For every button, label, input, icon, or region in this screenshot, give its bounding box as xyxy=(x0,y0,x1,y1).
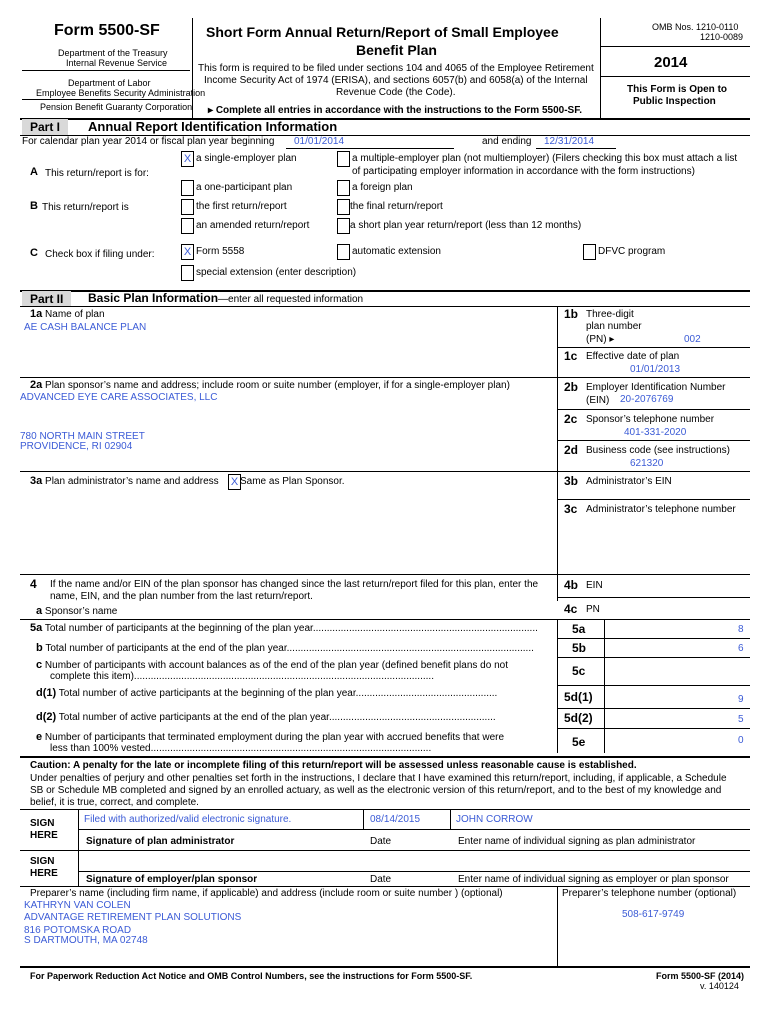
line-4c-num: 4c xyxy=(564,602,578,616)
one-participant-label: a one-participant plan xyxy=(196,182,293,193)
line-5c-1: c Number of participants with account balances as of the end of the plan year (defined benefit plans do not xyxy=(36,659,508,671)
single-employer-checkbox[interactable]: X xyxy=(181,151,194,167)
first-return-label: the first return/report xyxy=(196,201,287,212)
sponsor-address-2[interactable]: PROVIDENCE, RI 02904 xyxy=(20,441,133,452)
line-c-label: C xyxy=(30,247,38,259)
box-5e: 5e xyxy=(572,735,586,749)
paperwork-notice: For Paperwork Reduction Act Notice and OMB Control Numbers, see the instructions for Form 5500-SF. xyxy=(30,971,473,981)
line-3c-text: Administrator’s telephone number xyxy=(586,504,736,515)
line-a-label: A xyxy=(30,166,38,178)
same-as-sponsor-checkbox[interactable]: X xyxy=(228,474,241,490)
instructions-line: ▸ Complete all entries in accordance with the instructions to the Form 5500-SF. xyxy=(208,105,583,116)
line-4-text2: name, EIN, and the plan number from the last return/report. xyxy=(50,591,313,602)
open-inspection-2: Public Inspection xyxy=(633,96,716,107)
line-4b-num: 4b xyxy=(564,578,579,592)
line-4c-text: PN xyxy=(586,604,600,615)
line-5b: b Total number of participants at the end of the plan year......................................................................................... xyxy=(36,642,534,654)
sign-label-1: SIGN xyxy=(30,818,55,829)
esign-text[interactable]: Filed with authorized/valid electronic signature. xyxy=(84,814,292,825)
caution-text: Caution: A penalty for the late or incomplete filing of this return/report will be assessed unless reasonable cause is established. xyxy=(30,760,637,771)
triangle-right-icon: ▸ xyxy=(208,105,214,116)
plan-number-value[interactable]: 002 xyxy=(684,334,701,345)
plan-year-ending-text: and ending xyxy=(482,136,532,147)
main-title-line1: Short Form Annual Return/Report of Small Employee xyxy=(206,24,559,40)
single-employer-label: a single-employer plan xyxy=(196,153,297,164)
line-5d1: d(1) Total number of active participants at the beginning of the plan year................................................... xyxy=(36,687,498,699)
here-label-2: HERE xyxy=(30,868,58,879)
amended-return-label: an amended return/report xyxy=(196,220,310,231)
same-as-sponsor-label: Same as Plan Sponsor. xyxy=(240,476,345,487)
plan-name-value[interactable]: AE CASH BALANCE PLAN xyxy=(24,322,147,333)
here-label-1: HERE xyxy=(30,830,58,841)
date-label-2: Date xyxy=(370,874,392,885)
plan-year-begin[interactable]: 01/01/2014 xyxy=(294,136,345,147)
date-label-1: Date xyxy=(370,836,392,847)
value-5a[interactable]: 8 xyxy=(738,624,744,635)
part1-label: Part I xyxy=(22,119,68,135)
amended-return-checkbox[interactable] xyxy=(181,218,194,234)
line-1a: 1a Name of plan xyxy=(30,308,105,320)
line-4-num: 4 xyxy=(30,577,37,591)
line-2d-text: Business code (see instructions) xyxy=(586,445,730,456)
value-5e[interactable]: 0 xyxy=(738,735,744,746)
preparer-phone-label: Preparer’s telephone number (optional) xyxy=(562,888,737,899)
sponsor-name-value[interactable]: ADVANCED EYE CARE ASSOCIATES, LLC xyxy=(20,392,218,403)
admin-name-value[interactable]: JOHN CORROW xyxy=(456,814,533,825)
multi-employer-label-1: a multiple-employer plan (not multiemployer) (Filers checking this box must attach a list xyxy=(352,153,738,164)
omb-number: OMB Nos. 1210-0110 xyxy=(652,22,739,32)
line-1b-text2: plan number xyxy=(586,321,642,332)
irs-label: Internal Revenue Service xyxy=(66,58,168,68)
effective-date-value[interactable]: 01/01/2013 xyxy=(630,364,681,375)
preparer-phone-value[interactable]: 508-617-9749 xyxy=(622,909,685,920)
line-b-label: B xyxy=(30,200,38,212)
box-5c: 5c xyxy=(572,664,586,678)
line-2b-text: Employer Identification Number xyxy=(586,382,726,393)
line-5c-2: complete this item)............................................................................................................ xyxy=(50,671,434,682)
plan-year-text: For calendar plan year 2014 or fiscal plan year beginning xyxy=(22,136,275,147)
box-5b: 5b xyxy=(572,641,587,655)
line-c-text: Check box if filing under: xyxy=(45,249,155,260)
line-2c-num: 2c xyxy=(564,412,578,426)
part2-title: Basic Plan Information—enter all requested information xyxy=(88,291,364,305)
value-5d1[interactable]: 9 xyxy=(738,694,744,705)
preparer-firm[interactable]: ADVANTAGE RETIREMENT PLAN SOLUTIONS xyxy=(24,912,242,923)
dfvc-checkbox[interactable] xyxy=(583,244,596,260)
form-year: 2014 xyxy=(654,54,688,71)
foreign-plan-checkbox[interactable] xyxy=(337,180,350,196)
ein-value[interactable]: 20-2076769 xyxy=(620,394,674,405)
box-5d2: 5d(2) xyxy=(564,711,593,725)
line-5a: 5a Total number of participants at the beginning of the plan year................................................................................. xyxy=(30,622,538,634)
triangle-right-icon: ▸ xyxy=(609,334,615,345)
preparer-address-1[interactable]: 816 POTOMSKA ROAD xyxy=(24,925,132,936)
perjury-line1: Under penalties of perjury and other penalties set forth in the instructions, I declare that I have examined this return/report, including, if applicable, a Schedule xyxy=(30,773,727,784)
form5558-label: Form 5558 xyxy=(196,246,245,257)
footer-version: v. 140124 xyxy=(700,981,739,991)
first-return-checkbox[interactable] xyxy=(181,199,194,215)
value-5b[interactable]: 6 xyxy=(738,643,744,654)
short-year-label: a short plan year return/report (less than 12 months) xyxy=(350,220,582,231)
perjury-line3: belief, it is true, correct, and complete. xyxy=(30,797,199,808)
desc-line3: Revenue Code (the Code). xyxy=(336,87,456,98)
open-inspection-1: This Form is Open to xyxy=(627,84,728,95)
labor-label: Department of Labor xyxy=(68,78,151,88)
line-a-text: This return/report is for: xyxy=(45,168,149,179)
multi-employer-checkbox[interactable] xyxy=(337,151,350,167)
form5558-checkbox[interactable]: X xyxy=(181,244,194,260)
line-2b-num: 2b xyxy=(564,380,579,394)
special-extension-checkbox[interactable] xyxy=(181,265,194,281)
multi-employer-label-2: of participating employer information in accordance with the form instructions) xyxy=(352,166,695,177)
line-b-text: This return/report is xyxy=(42,202,129,213)
line-4a: a Sponsor’s name xyxy=(36,605,118,617)
perjury-line2: SB or Schedule MB completed and signed by an enrolled actuary, as well as the electronic version of this return/report, and to the best of my knowledge and xyxy=(30,785,722,796)
line-5e-1: e Number of participants that terminated employment during the plan year with accrued benefits that were xyxy=(36,731,505,743)
sig-sponsor-label: Signature of employer/plan sponsor xyxy=(86,874,258,885)
treasury-label: Department of the Treasury xyxy=(58,48,168,58)
sign-label-2: SIGN xyxy=(30,856,55,867)
line-2a: 2a Plan sponsor’s name and address; include room or suite number (employer, if for a single-employer plan) xyxy=(30,379,510,391)
preparer-label: Preparer’s name (including firm name, if applicable) and address (include room or suite number ) (optional) xyxy=(30,888,503,899)
main-title-line2: Benefit Plan xyxy=(356,42,437,58)
line-1c-text: Effective date of plan xyxy=(586,351,680,362)
sig-admin-label: Signature of plan administrator xyxy=(86,836,235,847)
final-return-label: the final return/report xyxy=(350,201,443,212)
phone-value[interactable]: 401-331-2020 xyxy=(624,427,687,438)
auto-extension-label: automatic extension xyxy=(352,246,441,257)
ebsa-label: Employee Benefits Security Administration xyxy=(36,88,206,98)
desc-line2: Income Security Act of 1974 (ERISA), and sections 6057(b) and 6058(a) of the Internal xyxy=(204,75,588,86)
name-admin-label: Enter name of individual signing as plan administrator xyxy=(458,836,696,847)
special-extension-label: special extension (enter description) xyxy=(196,267,357,278)
one-participant-checkbox[interactable] xyxy=(181,180,194,196)
foreign-plan-label: a foreign plan xyxy=(352,182,413,193)
omb-number-2: 1210-0089 xyxy=(700,32,744,42)
line-5d2: d(2) Total number of active participants at the end of the plan year............................................................ xyxy=(36,711,496,723)
sponsor-address-1[interactable]: 780 NORTH MAIN STREET xyxy=(20,431,145,442)
line-4b-text: EIN xyxy=(586,580,603,591)
business-code-value[interactable]: 621320 xyxy=(630,458,664,469)
short-year-checkbox[interactable] xyxy=(337,218,350,234)
auto-extension-checkbox[interactable] xyxy=(337,244,350,260)
value-5d2[interactable]: 5 xyxy=(738,714,744,725)
line-3b-num: 3b xyxy=(564,474,579,488)
form-title: Form 5500-SF xyxy=(54,22,160,39)
line-1b-num: 1b xyxy=(564,307,579,321)
dfvc-label: DFVC program xyxy=(598,246,666,257)
preparer-address-2[interactable]: S DARTMOUTH, MA 02748 xyxy=(24,935,148,946)
box-5d1: 5d(1) xyxy=(564,690,593,704)
desc-line1: This form is required to be filed under sections 104 and 4065 of the Employee Retirement xyxy=(198,63,594,74)
line-1b-text3: (PN) ▸ xyxy=(586,334,615,345)
part1-title: Annual Report Identification Information xyxy=(88,119,338,134)
part2-label: Part II xyxy=(22,291,71,307)
sign-date-value[interactable]: 08/14/2015 xyxy=(370,814,421,825)
line-2b-ein-label: (EIN) xyxy=(586,395,610,406)
preparer-name[interactable]: KATHRYN VAN COLEN xyxy=(24,900,131,911)
line-3b-text: Administrator’s EIN xyxy=(586,476,672,487)
line-1c-num: 1c xyxy=(564,349,578,363)
final-return-checkbox[interactable] xyxy=(337,199,350,215)
pbgc-label: Pension Benefit Guaranty Corporation xyxy=(40,102,193,112)
footer-form-id: Form 5500-SF (2014) xyxy=(656,971,745,981)
line-1b-text1: Three-digit xyxy=(586,309,634,320)
line-3a: 3a Plan administrator’s name and address xyxy=(30,475,219,487)
line-2d-num: 2d xyxy=(564,443,579,457)
line-2c-text: Sponsor’s telephone number xyxy=(586,414,715,425)
box-5a: 5a xyxy=(572,622,586,636)
name-sponsor-label: Enter name of individual signing as employer or plan sponsor xyxy=(458,874,729,885)
line-3c-num: 3c xyxy=(564,502,578,516)
line-4-text1: If the name and/or EIN of the plan sponsor has changed since the last return/report filed for this plan, enter the xyxy=(50,579,539,590)
line-5e-2: less than 100% vested..................................................................................................... xyxy=(50,743,432,754)
plan-year-end[interactable]: 12/31/2014 xyxy=(544,136,595,147)
